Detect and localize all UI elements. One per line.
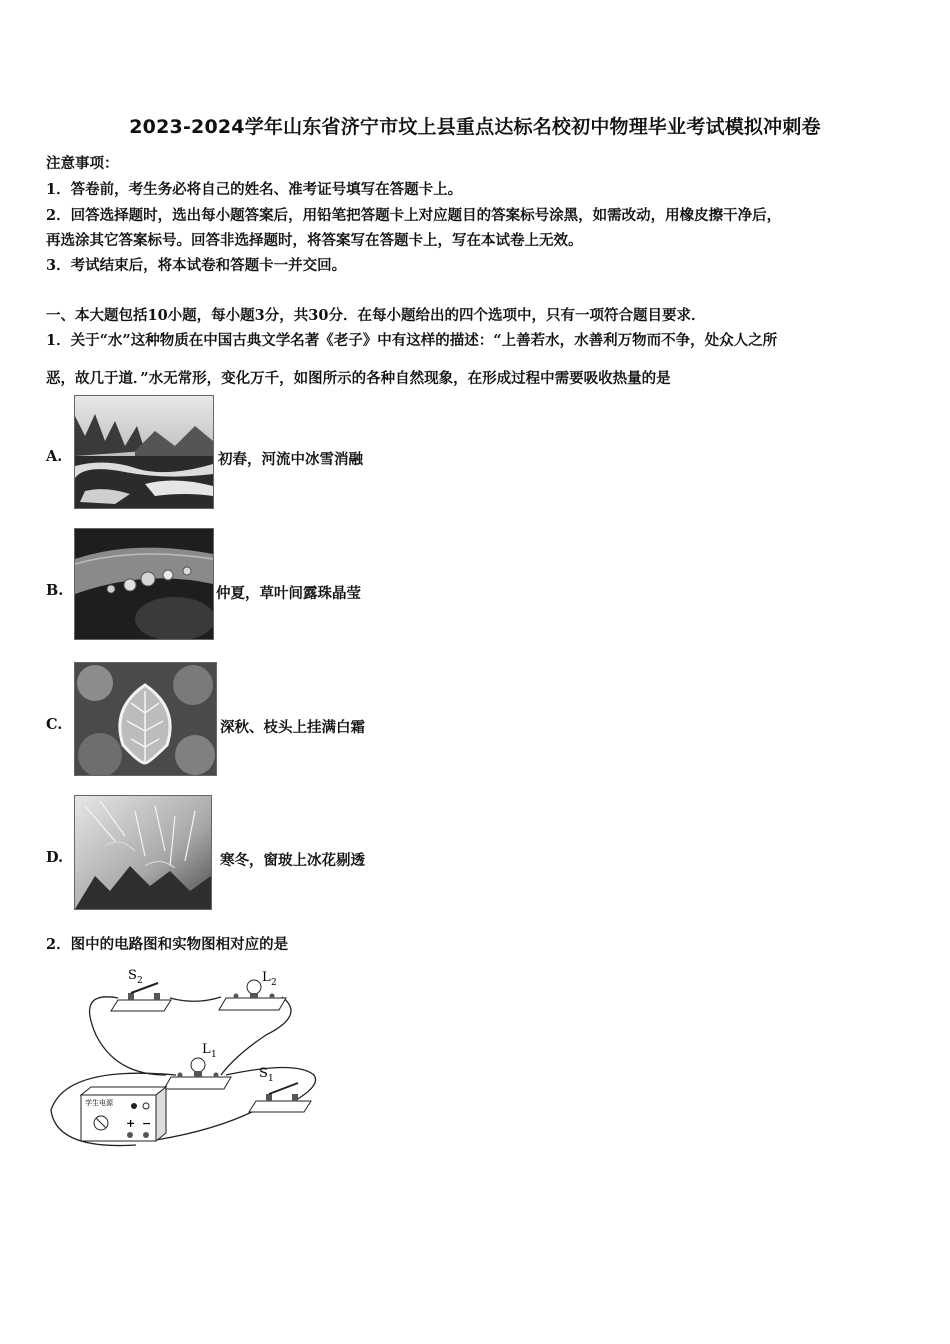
option-d-text: 寒冬，窗玻上冰花剔透 xyxy=(220,852,365,869)
circuit-physical-diagram xyxy=(46,965,346,1164)
option-a-text: 初春，河流中冰雪消融 xyxy=(218,451,363,468)
power-supply xyxy=(81,1087,166,1141)
option-a-letter: A. xyxy=(46,448,63,465)
notice-item-2-cont: 再选涂其它答案标号。回答非选择题时，将答案写在答题卡上，写在本试卷上无效。 xyxy=(46,232,583,249)
dew-drops-photo xyxy=(74,528,214,640)
switch-s2 xyxy=(111,983,171,1011)
s1-label-sub: 1 xyxy=(268,1074,274,1084)
minus-label: − xyxy=(142,1117,152,1130)
frost-leaf-photo xyxy=(74,662,217,776)
plus-label: + xyxy=(126,1117,136,1130)
option-b-letter: B. xyxy=(46,582,64,599)
bulb-l1 xyxy=(164,1058,231,1089)
q1-stem-line2: 恶，故几于道．”水无常形，变化万千，如图所示的各种自然现象，在形成过程中需要吸收热量的是 xyxy=(46,370,671,387)
l2-label: L xyxy=(262,970,271,985)
l1-label-sub: 1 xyxy=(211,1050,217,1060)
l1-label: L xyxy=(202,1042,211,1057)
s1-label: S xyxy=(259,1066,268,1081)
switch-s1 xyxy=(249,1083,311,1112)
l2-label-sub: 2 xyxy=(271,978,277,988)
q2-stem: 2．图中的电路图和实物图相对应的是 xyxy=(46,936,289,953)
notice-item-3: 3．考试结束后，将本试卷和答题卡一并交回。 xyxy=(46,257,347,274)
q1-stem-line1: 1．关于“水”这种物质在中国古典文学名著《老子》中有这样的描述：“上善若水，水善利万物而不争，处众人之所 xyxy=(46,332,778,349)
power-supply-label: 学生电源 xyxy=(85,1099,113,1107)
exam-title: 2023-2024学年山东省济宁市坟上县重点达标名校初中物理毕业考试模拟冲刺卷 xyxy=(129,116,821,138)
option-c-text: 深秋、枝头上挂满白霜 xyxy=(220,719,365,736)
notice-item-1: 1．答卷前，考生务必将自己的姓名、准考证号填写在答题卡上。 xyxy=(46,181,463,198)
s2-label-sub: 2 xyxy=(137,976,143,986)
section-intro: 一、本大题包括10小题，每小题3分，共30分．在每小题给出的四个选项中，只有一项符合题目要求． xyxy=(46,307,706,324)
window-ice-photo xyxy=(74,795,212,910)
option-c-letter: C. xyxy=(46,716,63,733)
river-ice-photo xyxy=(74,395,214,509)
option-d-letter: D. xyxy=(46,849,64,866)
s2-label: S xyxy=(128,968,137,983)
notice-item-2: 2．回答选择题时，选出每小题答案后，用铅笔把答题卡上对应题目的答案标号涂黑，如需改动，用橡皮擦干净后， xyxy=(46,207,782,224)
option-b-text: 仲夏，草叶间露珠晶莹 xyxy=(216,585,361,602)
notice-heading: 注意事项： xyxy=(46,155,119,172)
